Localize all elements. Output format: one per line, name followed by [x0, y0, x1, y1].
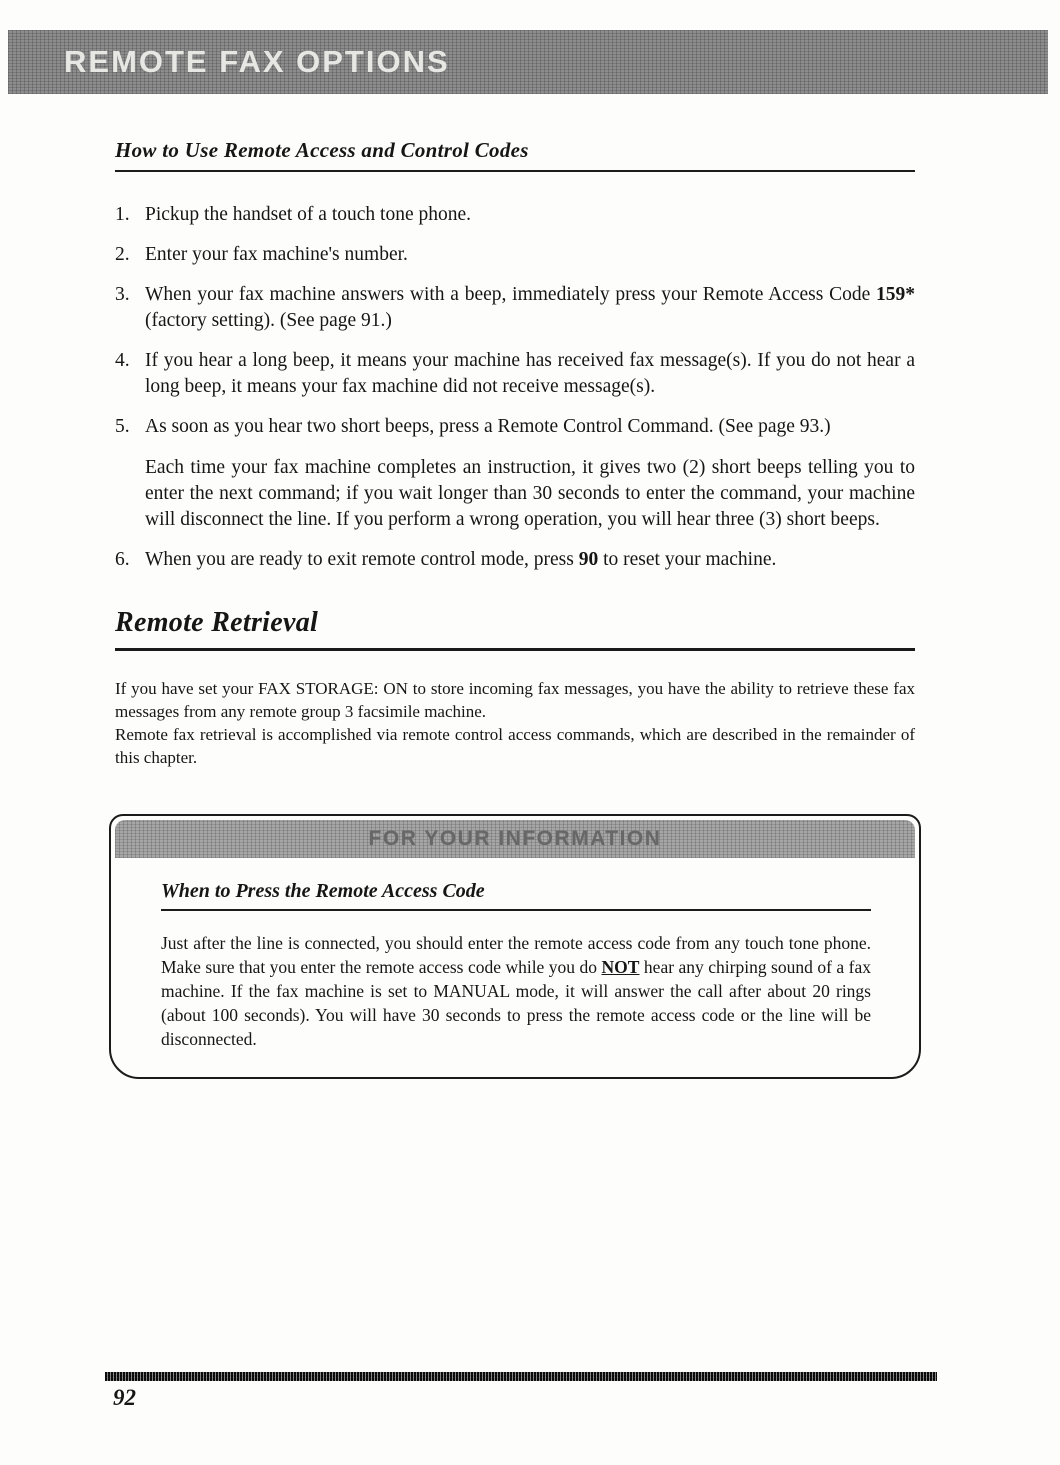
list-item — [115, 547, 915, 573]
info-box-paragraph: Just after the line is connected, you should enter the remote access code from any touch tone phone. Make sure that you enter the remote access code while you do NOT hear any chirping sound of a fax machine. If the fax machine is set to MANUAL mode, it will answer the call after about 20 rings (about 100 seconds). You will have 30 seconds to press the remote access code or the line will be disconnected. — [161, 932, 871, 1050]
retrieval-line-2: Remote fax retrieval is accomplished via remote control access commands, which are described in the remainder of this chapter. — [115, 725, 915, 768]
chapter-banner — [8, 30, 1048, 94]
retrieval-line-1: If you have set your FAX STORAGE: ON to store incoming fax messages, you have the ability to retrieve these fax messages from any remote group 3 facsimile machine. — [115, 679, 915, 722]
list-item-text: Enter your fax machine's number. — [145, 243, 408, 265]
info-box-body — [111, 858, 919, 1052]
list-item-number: 2. — [115, 243, 130, 265]
list-item — [115, 202, 915, 228]
list-item-subparagraph: Each time your fax machine completes an instruction, it gives two (2) short beeps telling you to enter the next command; if you wait longer than 30 seconds to enter the command, your machine will disconnect the line. If you perform a wrong operation, you will hear three (3) short beeps. — [145, 457, 915, 531]
footer-divider-bar — [105, 1372, 937, 1381]
page-content — [115, 138, 915, 1079]
list-item-text: As soon as you hear two short beeps, press a Remote Control Command. (See page 93.) Each time your fax machine completes an instruction, it gives two (2) short beeps telling you to enter the next command; if you wait longer than 30 seconds to enter the command, your machine will disconnect the line. If you perform a wrong operation, you will hear three (3) short beeps. — [145, 414, 915, 534]
info-box-banner-title: FOR YOUR INFORMATION — [368, 826, 662, 850]
section-title-retrieval: Remote Retrieval — [115, 607, 915, 651]
list-item-number: 1. — [115, 204, 130, 225]
section-title-howto: How to Use Remote Access and Control Codes — [115, 138, 915, 172]
info-box-title: When to Press the Remote Access Code — [161, 880, 871, 911]
list-item-text: If you hear a long beep, it means your machine has received fax message(s). If you do not hear a long beep, it means your fax machine did not receive message(s). — [145, 349, 915, 397]
not-emphasis: NOT — [601, 956, 640, 977]
list-item — [115, 414, 915, 534]
numbered-list — [115, 202, 915, 573]
page-number: 92 — [113, 1385, 136, 1410]
list-item — [115, 348, 915, 400]
info-box-banner — [115, 820, 915, 858]
list-item-number: 3. — [115, 283, 130, 305]
retrieval-paragraph — [115, 677, 915, 769]
info-box — [109, 814, 921, 1080]
reset-code-value: 90 — [578, 549, 599, 571]
list-item-text: When your fax machine answers with a beep, immediately press your Remote Access Code 159* (factory setting). (See page 91.) — [145, 283, 915, 331]
access-code-value: 159* — [876, 283, 915, 305]
list-item-number: 4. — [115, 349, 130, 371]
list-item — [115, 242, 915, 268]
list-item — [115, 282, 915, 334]
list-item-text: Pickup the handset of a touch tone phone. — [145, 204, 472, 225]
list-item-number: 5. — [115, 415, 130, 437]
list-item-text: When you are ready to exit remote control mode, press 90 to reset your machine. — [145, 549, 777, 571]
list-item-number: 6. — [115, 549, 130, 571]
chapter-title: REMOTE FAX OPTIONS — [64, 44, 450, 79]
